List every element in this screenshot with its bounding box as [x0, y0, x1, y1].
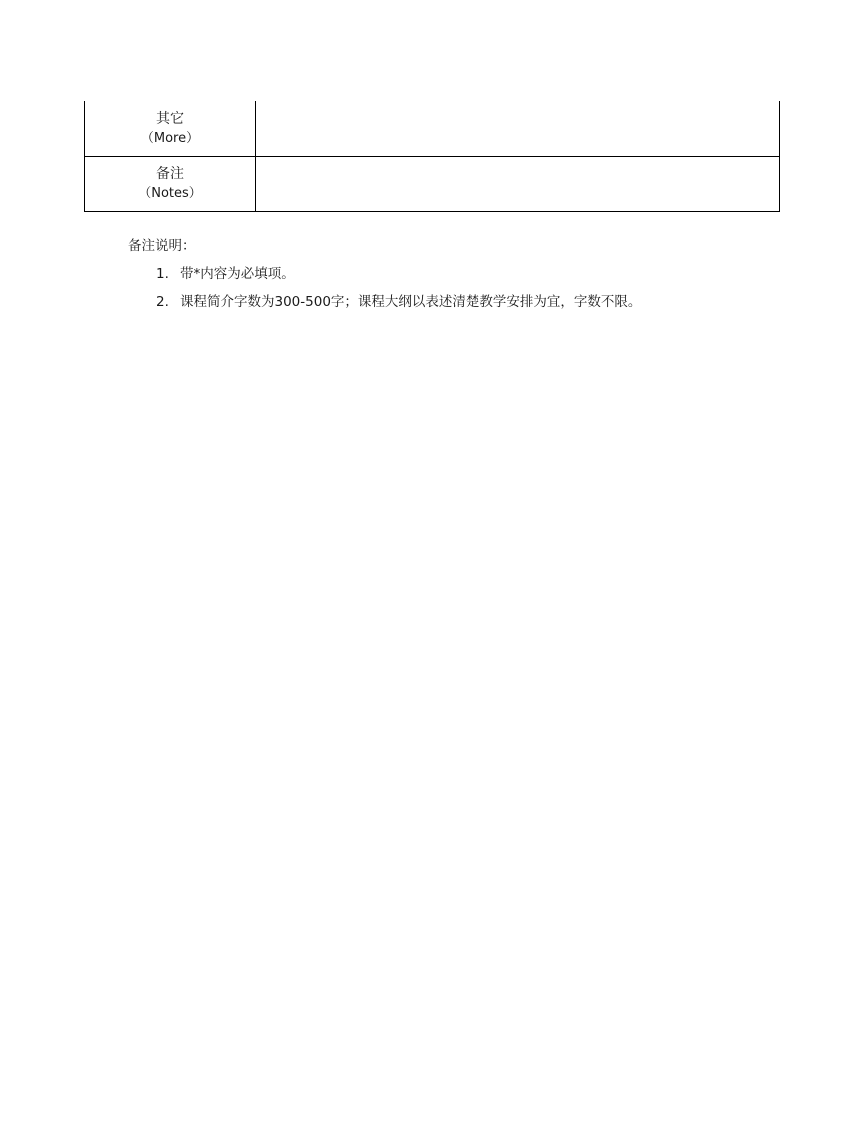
label-cell-notes — [85, 157, 256, 212]
list-item — [128, 291, 641, 313]
list-item — [128, 263, 641, 285]
row-label-zh: 其它 — [156, 110, 184, 127]
value-cell-notes[interactable] — [256, 157, 780, 212]
row-label-en: （More） — [140, 130, 200, 146]
form-table — [84, 101, 780, 212]
notes-title: 备注说明： — [128, 238, 196, 254]
row-label-zh: 备注 — [156, 166, 184, 182]
value-cell-more[interactable] — [256, 101, 780, 157]
label-cell-more — [85, 101, 256, 157]
notes-list — [128, 263, 641, 313]
row-label-en: （Notes） — [138, 186, 202, 201]
list-item-text: 课程简介字数为300-500字；课程大纲以表述清楚教学安排为宜，字数不限。 — [180, 294, 642, 310]
table-row-more — [85, 101, 780, 157]
list-item-number: 1. — [156, 266, 169, 282]
list-item-text: 带*内容为必填项。 — [180, 266, 295, 282]
list-item-number: 2. — [156, 294, 169, 310]
notes-section — [128, 235, 641, 319]
table-row-notes — [85, 157, 780, 212]
